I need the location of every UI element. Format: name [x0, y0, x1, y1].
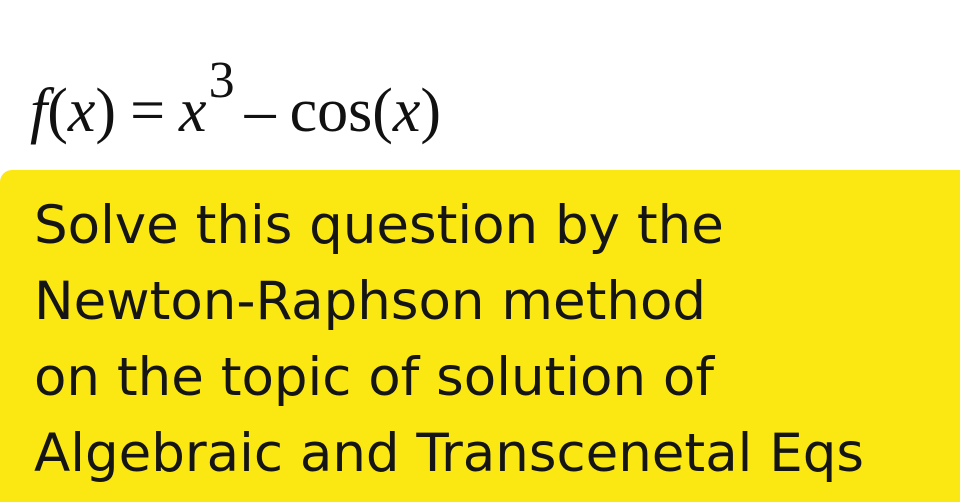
question-line-1: Solve this question by the: [34, 195, 724, 256]
question-line-3: on the topic of solution of: [34, 347, 714, 408]
question-text: [34, 188, 864, 492]
formula-rhs-open-paren: (: [372, 77, 393, 145]
formula-function-name: f: [30, 77, 48, 145]
formula-equals-sign: =: [130, 77, 166, 145]
formula-minus-sign: –: [244, 77, 276, 145]
question-line-4: Algebraic and Transcenetal Eqs: [34, 423, 864, 484]
formula-lhs-variable: x: [67, 77, 96, 145]
formula-lhs-open-paren: (: [47, 77, 68, 145]
formula-lhs-close-paren: ): [95, 77, 117, 145]
formula-base-variable: x: [179, 77, 207, 145]
formula-rhs-close-paren: ): [420, 77, 442, 145]
formula-line: [30, 52, 442, 145]
formula-rhs-variable: x: [392, 77, 421, 145]
formula-cos-function: cos: [289, 77, 373, 145]
formula-exponent: 3: [208, 52, 235, 109]
question-line-2: Newton-Raphson method: [34, 271, 707, 332]
